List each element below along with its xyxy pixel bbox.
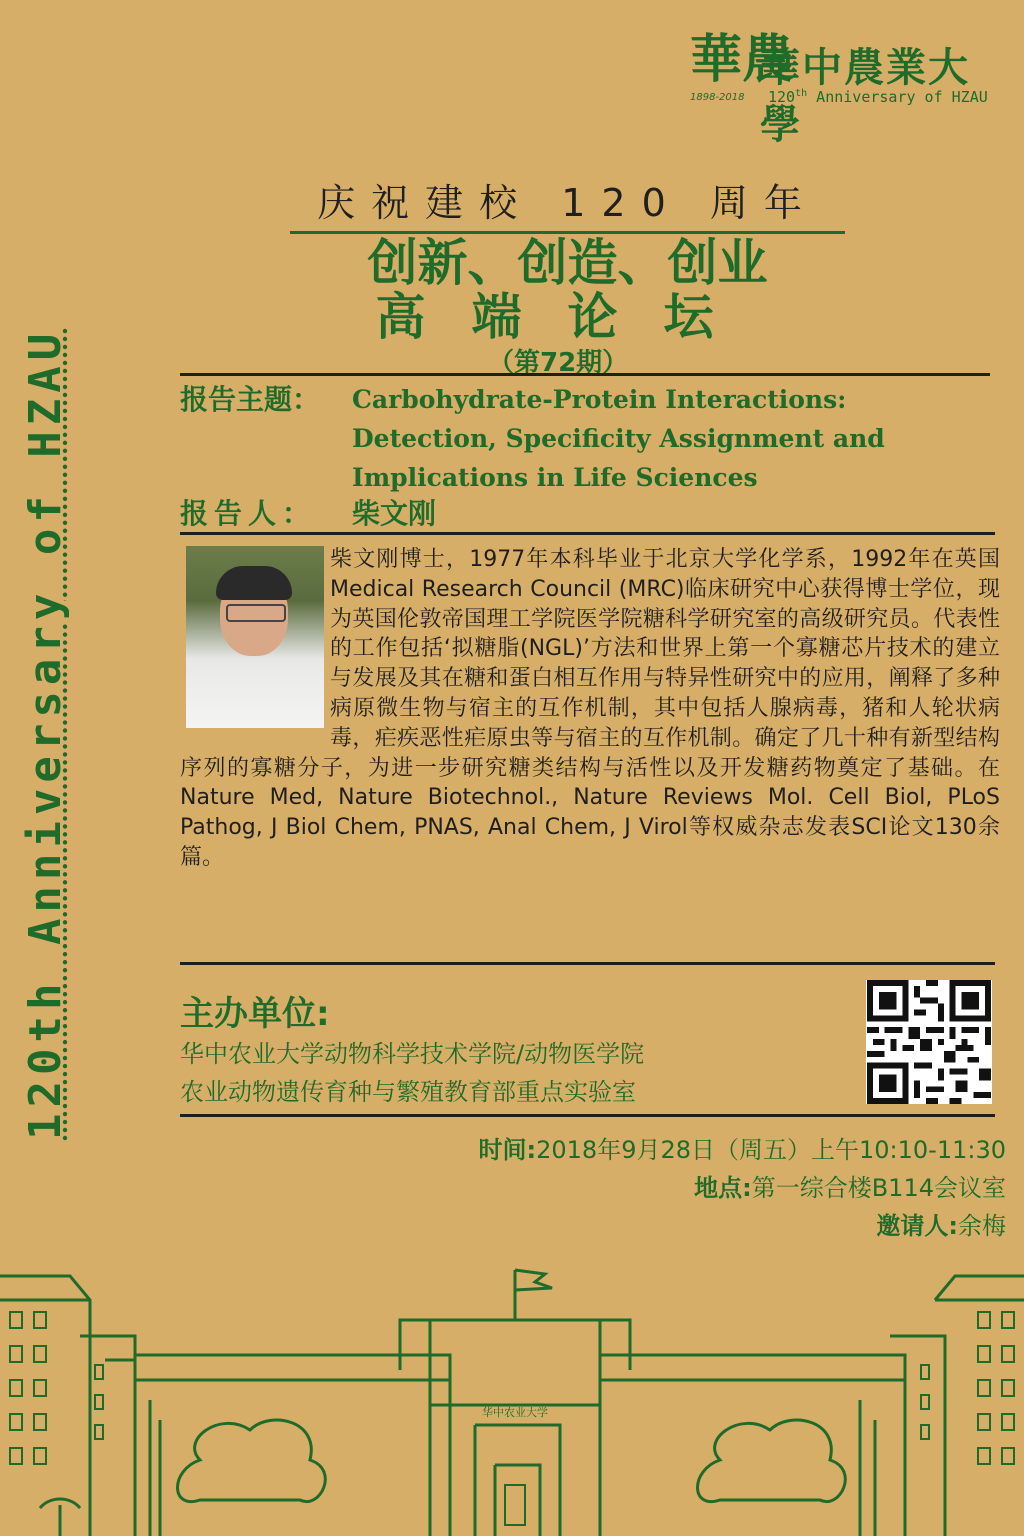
- title-line-1: 庆祝建校 120 周年: [290, 172, 845, 234]
- building-sign: 华中农业大学: [482, 1406, 548, 1419]
- side-anniversary-text: 120th Anniversary of HZAU: [20, 327, 71, 1140]
- logo-seal: 華農: [690, 29, 795, 90]
- campus-building-illustration: [0, 1260, 1024, 1536]
- event-inviter: 邀请人:余梅: [876, 1212, 1006, 1240]
- speaker-bio: 柴文刚博士，1977年本科毕业于北京大学化学系，1992年在英国Medical Research Council (MRC)临床研究中心获得博士学位，现为英国伦敦帝国理工学院医学院糖科学研究室的高级研究员。代表性的工作包括‘拟糖脂(NGL)’方法和世界上第一个寡糖芯片技术的建立与发展及其在糖和蛋白相互作用与特异性研究中的应用，阐释了多种病原微生物与宿主的互作机制，其中包括人腺病毒，猪和人轮状病毒，疟疾恶性疟原虫等与宿主的互作机制。确定了几十种有新型结构序列的寡糖分子，为进一步研究糖类结构与活性以及开发糖药物奠定了基础。在Nature Med, Nature Biotechnol., Nature Reviews Mol. Cell Biol, PLoS Pathog, J Biol Chem, PNAS, Anal Chem, J Virol等权威杂志发表SCI论文130余篇。: [180, 547, 1000, 870]
- divider: [180, 962, 995, 965]
- speaker-photo: [186, 546, 324, 728]
- topic-label: 报告主题：: [180, 383, 321, 416]
- topic-text: Carbohydrate-Protein Interactions: Detection, Specificity Assignment and Implications in Life Sciences: [352, 385, 885, 492]
- speaker-name: 柴文刚: [352, 497, 437, 530]
- speaker-label: 报告人：: [180, 497, 317, 530]
- divider: [180, 1114, 995, 1117]
- divider: [180, 373, 990, 376]
- host-line-1: 华中农业大学动物科学技术学院/动物医学院: [180, 1040, 645, 1068]
- event-place: 地点:第一综合楼B114会议室: [694, 1174, 1006, 1202]
- university-name: 華中農業大學: [760, 44, 970, 148]
- host-label: 主办单位:: [180, 994, 330, 1034]
- title-line-3: 高端论坛: [375, 288, 760, 346]
- event-time: 时间:2018年9月28日（周五）上午10:10-11:30: [478, 1136, 1006, 1164]
- qr-code-icon: [866, 980, 992, 1104]
- issue-number: （第72期）: [488, 348, 629, 378]
- logo-years: 1898-2018: [690, 92, 745, 103]
- anniversary-caption: 120th Anniversary of HZAU: [768, 88, 988, 106]
- host-line-2: 农业动物遗传育种与繁殖教育部重点实验室: [180, 1078, 636, 1106]
- university-logo: [690, 29, 1010, 148]
- title-line-2: 创新、创造、创业: [367, 234, 768, 292]
- divider: [180, 532, 995, 535]
